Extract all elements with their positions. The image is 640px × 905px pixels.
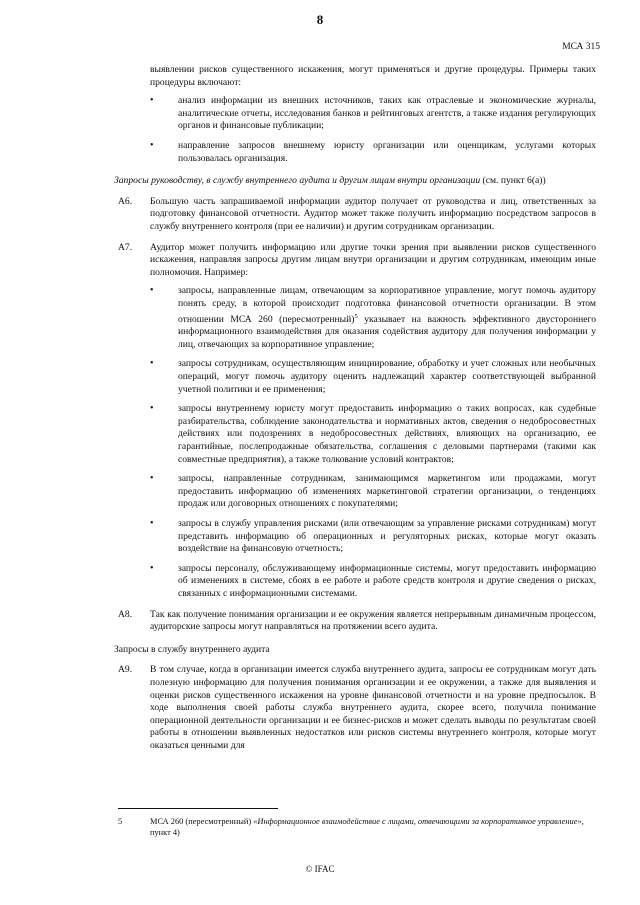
paragraph-a7 <box>118 242 596 601</box>
page-number: 8 <box>316 12 324 27</box>
paragraph-number: А6. <box>118 195 133 207</box>
list-item: • направление запросов внешнему юристу организации или оценщикам, услугами которых пользовалась организация. <box>150 139 596 164</box>
list-item: • запросы в службу управления рисками (или отвечающим за управление рисками сотрудникам) могут представить информацию об операционных и регуляторных рисках, которые могут оказать воздействие на финансовую отчетность; <box>150 518 596 555</box>
bullet-icon: • <box>150 139 154 151</box>
paragraph-number: А7. <box>118 241 133 253</box>
list-item: • запросы, направленные сотрудникам, занимающимся маркетингом или продажами, могут предоставить информацию об изменениях маркетинговой стратегии организации, о тенденциях продаж или договорных отношениях с покупателями; <box>150 473 596 510</box>
document-code: МСА 315 <box>562 42 600 52</box>
list-item: • запросы внутреннему юристу могут предоставить информацию о таких вопросах, как судебные разбирательства, соблюдение законодательства и нормативных актов, сведения о недобросовестных действиях или подозрениях в недобросовестных действиях, влияющих на организацию, ее гарантийные, послепродажные обязательства, соглашения с деловыми партнерами (такими как совместные предприятия), а также толкование условий контрактов; <box>150 403 596 465</box>
footnote-ref[interactable]: 5 <box>354 312 358 320</box>
section-heading-internal-audit: Запросы в службу внутреннего аудита <box>114 643 270 655</box>
copyright-footer: © IFAC <box>305 864 335 874</box>
bullet-icon: • <box>150 518 154 529</box>
list-item: • анализ информации из внешних источников, таких как отраслевые и экономические журналы, аналитические отчеты, исследования банков и рейтинговых агентств, а также издания регулирующих органов и финансовые публикации; <box>150 95 596 132</box>
footnote-text: МСА 260 (пересмотренный) «Информационное взаимодействие с лицами, отвечающими за корпоративное управление», пункт 4) <box>150 817 584 837</box>
a7-bullet-list <box>150 285 596 600</box>
paragraph-number: А8. <box>118 608 133 620</box>
footnote <box>118 816 596 838</box>
intro-bullet-list <box>150 95 596 165</box>
bullet-icon: • <box>150 403 154 415</box>
section-heading-inquiries: Запросы руководству, в службу внутреннего аудита и другим лицам внутри организации (см. пункт 6(а)) <box>114 175 546 187</box>
list-item: • запросы, направленные лицам, отвечающим за корпоративное управление, могут помочь аудитору понять среду, в которой происходит подготовка финансовой отчетности организации. В этом отношении МСА 260 (пересмотренный)$^5$ указывает на важность эффективного двустороннего информационного взаимодействия для оказания содействия аудитору для получения информации у лиц, отвечающих за корпоративное управление; <box>150 285 596 350</box>
footnote-number: 5 <box>118 817 123 826</box>
bullet-icon: • <box>150 562 154 574</box>
bullet-icon: • <box>150 358 154 370</box>
paragraph-a8 <box>118 609 596 634</box>
paragraph-a6 <box>118 196 596 234</box>
footnote-divider <box>118 808 278 809</box>
bullet-icon: • <box>150 285 154 297</box>
paragraph-text: В том случае, когда в организации имеется служба внутреннего аудита, запросы ее сотрудникам могут дать полезную информацию для получения понимания организации и ее окружении, а также для выявления и оценки рисков существенного искажения на уровне финансовой отчетности и на уровне предпосылок. В ходе выполнения своей работы служба внутреннего аудита, скорее всего, получила понимание операционной деятельности организации и ее бизнес-рисков и может сделать выводы по результатам своей работы в отношении выявленных недостатков или рисков системы внутреннего контроля, которые могут оказаться ценными для <box>150 664 596 751</box>
paragraph-text: Большую часть запрашиваемой информации аудитор получает от руководства и лиц, ответственных за подготовку финансовой отчетности. Аудитор может также получить информацию посредством запросов в службу внутреннего контроля (при ее наличии) и другим сотрудникам организации. <box>150 195 596 232</box>
bullet-icon: • <box>150 95 154 107</box>
list-item: • запросы персоналу, обслуживающему информационные системы, могут предоставить информацию об изменениях в системе, сбоях в ее работе и работе средств контроля и другие сведения о рисках, связанных с информационными системами. <box>150 562 596 599</box>
bullet-icon: • <box>150 473 154 485</box>
page-content <box>114 64 596 753</box>
list-item: • запросы сотрудникам, осуществляющим инициирование, обработку и учет сложных или необычных операций, могут помочь аудитору оценить надлежащий характер соответствующей выбранной учетной политики и ее применения; <box>150 358 596 395</box>
paragraph-number: А9. <box>118 664 133 676</box>
continuation-text: выявлении рисков существенного искажения, могут применяться и другие процедуры. Примеры таких процедуры включают: <box>150 64 596 88</box>
paragraph-text: Аудитор может получить информацию или другие точки зрения при выявлении рисков существенного искажения, направляя запросы другим лицам внутри организации и другим сотрудникам, имеющим иные полномочия. Например: <box>150 241 596 278</box>
paragraph-text: Так как получение понимания организации и ее окружения является непрерывным динамичным процессом, аудиторские запросы могут направляться на протяжении всего аудита. <box>150 608 596 633</box>
paragraph-a9 <box>118 664 596 752</box>
